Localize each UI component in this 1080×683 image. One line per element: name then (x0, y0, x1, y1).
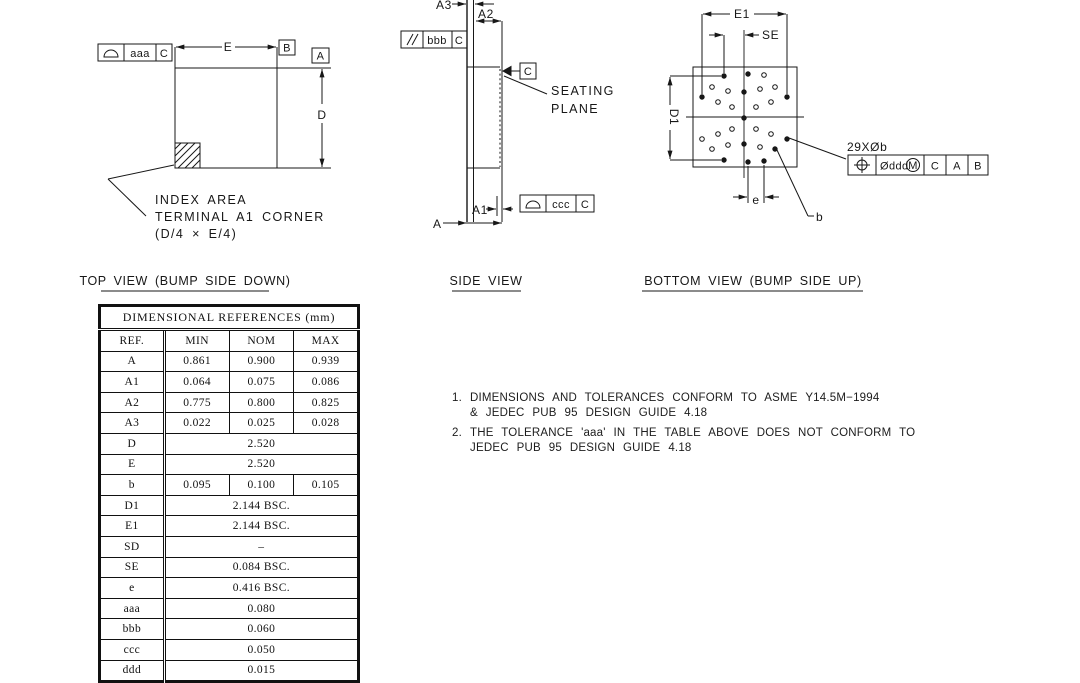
max-cell: 0.086 (294, 372, 359, 393)
fcf-position-datum1: C (930, 160, 940, 173)
nom-cell: 0.025 (229, 413, 294, 434)
solder-ball-filled (722, 74, 726, 78)
solder-ball (726, 143, 731, 148)
value-cell-span: 2.520 (164, 433, 358, 454)
note-2-line1: THE TOLERANCE 'aaa' IN THE TABLE ABOVE DOES NOT CONFORM TO (470, 427, 916, 439)
value-cell-span: 2.144 BSC. (164, 516, 358, 537)
fcf-position-datum3: B (974, 160, 982, 173)
ref-cell: D (100, 433, 165, 454)
value-cell-span: – (164, 536, 358, 557)
solder-ball-filled (742, 142, 746, 146)
ref-cell: E (100, 454, 165, 475)
table-row (100, 660, 359, 682)
ref-cell: A1 (100, 372, 165, 393)
ref-cell: A3 (100, 413, 165, 434)
table-row (100, 536, 359, 557)
nom-cell: 0.100 (229, 475, 294, 496)
ref-cell: bbb (100, 619, 165, 640)
dim-label-a1: A1 (472, 203, 488, 217)
dim-label-e1: E1 (734, 7, 750, 21)
table-row (100, 372, 359, 393)
ball-count-callout: 29XØb (847, 140, 888, 154)
side-view (401, 0, 615, 231)
ref-cell: D1 (100, 495, 165, 516)
value-cell-span: 0.015 (164, 660, 358, 682)
caption-side-view: SIDE VIEW (449, 274, 523, 288)
table-row (100, 495, 359, 516)
table-title: DIMENSIONAL REFERENCES (mm) (100, 306, 359, 330)
min-cell: 0.095 (164, 475, 229, 496)
seating-plane-line2: PLANE (551, 102, 599, 116)
fcf-bbb-datum: C (454, 35, 464, 47)
table-row (100, 639, 359, 660)
dim-label-se: SE (762, 28, 780, 42)
table-row (100, 619, 359, 640)
table-row (100, 392, 359, 413)
solder-ball-filled (785, 95, 789, 99)
drawing-notes (452, 391, 962, 456)
true-position-icon (854, 157, 870, 173)
value-cell-span: 0.416 BSC. (164, 578, 358, 599)
ref-cell: ccc (100, 639, 165, 660)
solder-ball-filled (785, 137, 789, 141)
engineering-drawing (0, 0, 1080, 300)
fcf-position-ddd (848, 155, 988, 175)
fcf-bbb-tolerance: bbb (427, 35, 447, 47)
nom-cell: 0.900 (229, 351, 294, 372)
note-1-line1: DIMENSIONS AND TOLERANCES CONFORM TO ASME Y14.5M−1994 (470, 392, 880, 404)
caption-bottom-view: BOTTOM VIEW (BUMP SIDE UP) (644, 274, 862, 288)
datum-flag-label-c: C (523, 66, 533, 78)
solder-ball (758, 145, 763, 150)
top-view (98, 40, 331, 241)
ref-cell: b (100, 475, 165, 496)
dim-label-a3: A3 (436, 0, 452, 12)
table-row (100, 433, 359, 454)
dim-label-b: b (816, 210, 824, 224)
note-2-line2: JEDEC PUB 95 DESIGN GUIDE 4.18 (470, 442, 692, 454)
max-cell: 0.028 (294, 413, 359, 434)
solder-ball (710, 147, 715, 152)
index-note-line1: INDEX AREA (155, 193, 248, 207)
parallelism-icon (407, 34, 418, 45)
solder-ball (726, 89, 731, 94)
column-header: MAX (294, 330, 359, 352)
nom-cell: 0.800 (229, 392, 294, 413)
solder-ball (730, 127, 735, 132)
max-cell: 0.825 (294, 392, 359, 413)
dim-label-d1: D1 (667, 108, 681, 126)
table-row (100, 557, 359, 578)
solder-ball (769, 100, 774, 105)
column-header: REF. (100, 330, 165, 352)
column-header: MIN (164, 330, 229, 352)
fcf-position-modifier: M (908, 160, 918, 172)
table-header-row (100, 330, 359, 352)
min-cell: 0.064 (164, 372, 229, 393)
note-2-number: 2. (452, 427, 462, 439)
ref-cell: A2 (100, 392, 165, 413)
solder-ball (730, 105, 735, 110)
solder-ball (758, 87, 763, 92)
profile-of-surface-icon (104, 50, 118, 57)
solder-ball-filled (742, 90, 746, 94)
solder-ball (754, 105, 759, 110)
solder-ball-filled (746, 72, 750, 76)
fcf-aaa-tolerance: aaa (130, 48, 150, 60)
value-cell-span: 0.084 BSC. (164, 557, 358, 578)
min-cell: 0.022 (164, 413, 229, 434)
ref-cell: ddd (100, 660, 165, 682)
dim-label-e: E (223, 40, 233, 54)
value-cell-span: 0.080 (164, 598, 358, 619)
dim-label-pitch-e: e (752, 193, 760, 207)
max-cell: 0.939 (294, 351, 359, 372)
ref-cell: aaa (100, 598, 165, 619)
value-cell-span: 0.050 (164, 639, 358, 660)
table-row (100, 475, 359, 496)
table-row (100, 578, 359, 599)
note-2 (452, 426, 962, 441)
solder-ball-filled (722, 158, 726, 162)
ref-cell: e (100, 578, 165, 599)
table-row (100, 413, 359, 434)
index-note-line3: (D/4 × E/4) (155, 227, 238, 241)
fcf-ccc-tolerance: ccc (552, 199, 570, 211)
seating-plane-line1: SEATING (551, 84, 615, 98)
min-cell: 0.861 (164, 351, 229, 372)
dim-label-a: A (433, 217, 442, 231)
solder-ball-filled (762, 159, 766, 163)
datum-label-b: B (283, 42, 291, 55)
solder-ball-filled (700, 95, 704, 99)
dim-label-a2: A2 (478, 7, 494, 21)
solder-ball (716, 100, 721, 105)
fcf-ccc-datum: C (580, 199, 590, 211)
ref-cell: SD (100, 536, 165, 557)
datum-label-a: A (316, 50, 325, 63)
table-row (100, 516, 359, 537)
max-cell: 0.105 (294, 475, 359, 496)
note-1-number: 1. (452, 392, 462, 404)
solder-ball-filled (746, 160, 750, 164)
table-row (100, 598, 359, 619)
table-row (100, 351, 359, 372)
profile-of-surface-icon (526, 201, 540, 208)
datum-triangle-icon (503, 67, 511, 76)
dimensional-references-table (98, 304, 360, 683)
nom-cell: 0.075 (229, 372, 294, 393)
ref-cell: SE (100, 557, 165, 578)
view-captions (79, 274, 863, 291)
solder-ball-filled (773, 147, 777, 151)
note-1-line2: & JEDEC PUB 95 DESIGN GUIDE 4.18 (470, 407, 708, 419)
solder-ball (710, 85, 715, 90)
solder-ball (700, 137, 705, 142)
caption-top-view: TOP VIEW (BUMP SIDE DOWN) (79, 274, 291, 288)
fcf-aaa-datum: C (159, 48, 169, 60)
solder-ball (716, 132, 721, 137)
fcf-position-tolerance: Øddd (880, 160, 909, 173)
ref-cell: E1 (100, 516, 165, 537)
min-cell: 0.775 (164, 392, 229, 413)
solder-ball (762, 73, 767, 78)
ref-cell: A (100, 351, 165, 372)
solder-ball (773, 85, 778, 90)
solder-ball (754, 127, 759, 132)
dim-label-d: D (317, 108, 327, 122)
index-note-line2: TERMINAL A1 CORNER (155, 210, 325, 224)
value-cell-span: 0.060 (164, 619, 358, 640)
solder-ball-filled (742, 116, 746, 120)
bottom-view (667, 7, 988, 224)
column-header: NOM (229, 330, 294, 352)
table-row (100, 454, 359, 475)
note-1 (452, 391, 962, 406)
value-cell-span: 2.520 (164, 454, 358, 475)
fcf-position-datum2: A (953, 160, 961, 173)
value-cell-span: 2.144 BSC. (164, 495, 358, 516)
solder-ball (769, 132, 774, 137)
table-title-row (100, 306, 359, 330)
